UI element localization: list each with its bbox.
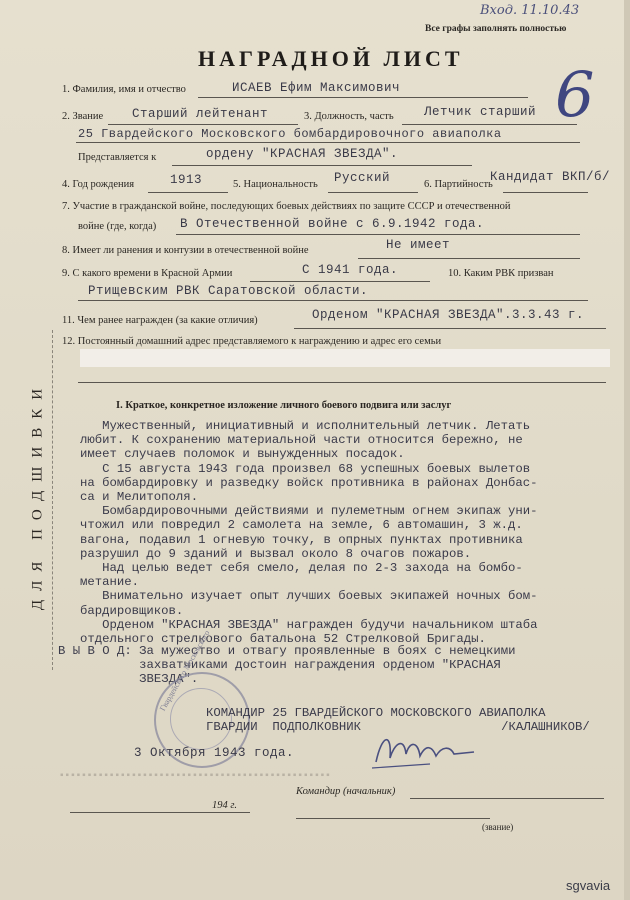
signature-date: 3 Октября 1943 года. [134, 746, 295, 760]
field-5-line [328, 192, 418, 193]
faded-print: ▪▪▪▪▪▪▪▪▪▪▪▪▪▪▪▪▪▪▪▪▪▪▪▪▪▪▪▪▪▪▪▪▪▪▪▪▪▪▪▪▪▪▪▪▪▪▪▪▪ [60, 770, 332, 781]
narrative-line: отдельного стрелкового батальона 52 Стрелковой Бригады. [80, 632, 486, 647]
header-note: Все графы заполнять полностью [425, 24, 567, 34]
signature-line: ГВАРДИИ ПОДПОЛКОВНИК /КАЛАШНИКОВ/ [206, 720, 590, 735]
narrative-line: Орденом "КРАСНАЯ ЗВЕЗДА" награжден будучи начальником штаба [80, 617, 538, 632]
date-stub-line [70, 812, 250, 813]
binding-line [52, 330, 53, 670]
rank-line [296, 818, 490, 819]
field-9-label: 9. С какого времени в Красной Армии [62, 268, 233, 279]
narrative-line: Внимательно изучает опыт лучших боевых экипажей ночных бом- [80, 589, 538, 604]
field-10-label: 10. Каким РВК призван [448, 268, 554, 279]
signature-line: КОМАНДИР 25 ГВАРДЕЙСКОГО МОСКОВСКОГО АВИАПОЛКА [206, 706, 546, 720]
field-1-label: 1. Фамилия, имя и отчество [62, 84, 186, 95]
field-9-line [250, 281, 430, 282]
field-12-line [78, 382, 606, 383]
field-8-line [358, 258, 580, 259]
field-5-label: 5. Национальность [233, 179, 318, 190]
field-11-line [294, 328, 606, 329]
narrative-line: С 15 августа 1943 года произвел 68 успешных боевых вылетов [80, 461, 531, 476]
narrative-line: чтожил или повредил 2 самолета на земле, 6 автомашин, 3 ж.д. [80, 518, 523, 533]
narrative-line: вагона, подавил 1 огневую точку, в опрных пунктах противника [80, 532, 523, 547]
conclusion-line: ЗВЕЗДА". [58, 672, 199, 687]
field-1-value: ИСАЕВ Ефим Максимович [232, 81, 401, 95]
field-11-value: Орденом "КРАСНАЯ ЗВЕЗДА".3.3.43 г. [312, 308, 585, 322]
field-6-value: Кандидат ВКП/б/ [490, 170, 611, 184]
narrative-line: разрушил до 9 зданий и вызвал около 8 очагов пожаров. [80, 546, 472, 561]
field-1-line [198, 97, 528, 98]
margin-label: ДЛЯ ПОДШИВКИ [29, 379, 46, 611]
field-3-label: 3. Должность, часть [304, 111, 394, 122]
commander-line [410, 798, 604, 799]
field-10-value: Ртищевским РВК Саратовской области. [88, 284, 369, 298]
field-12-label: 12. Постоянный домашний адрес представляемого к награждению и адрес его семьи [62, 336, 442, 347]
field-3-value: Летчик старший [424, 105, 537, 119]
page-title: НАГРАДНОЙ ЛИСТ [198, 46, 464, 71]
field-4-label: 4. Год рождения [62, 179, 135, 190]
presented-value: ордену "КРАСНАЯ ЗВЕЗДА". [206, 147, 399, 161]
narrative-line: любит. К сохранению материальной части относится бережно, не [80, 433, 523, 448]
redacted-address [80, 349, 610, 367]
section-heading: I. Краткое, конкретное изложение личного боевого подвига или заслуг [116, 400, 452, 411]
unit-line: 25 Гвардейского Московского бомбардировочного авиаполка [78, 127, 502, 141]
narrative-line: имеет случаев поломок и вынужденных посадок. [80, 447, 405, 462]
rank-label: (звание) [482, 822, 514, 832]
field-4-line [148, 192, 228, 193]
field-9-value: С 1941 года. [302, 263, 399, 277]
field-6-line [503, 192, 588, 193]
narrative-line: Бомбардировочными действиями и пулеметным огнем экипаж уни- [80, 504, 538, 519]
field-2-line [108, 124, 298, 125]
field-7-label-b: войне (где, когда) [78, 221, 157, 232]
presented-line [172, 165, 472, 166]
paper-edge [624, 0, 630, 900]
presented-label: Представляется к [78, 152, 157, 163]
watermark: sgvavia [566, 878, 611, 893]
narrative-line: са и Мелитополя. [80, 490, 199, 505]
field-8-value: Не имеет [386, 238, 451, 252]
field-4-value: 1913 [170, 173, 203, 187]
field-8-label: 8. Имеет ли ранения и контузии в отечественной войне [62, 245, 309, 256]
narrative-line: на бомбардировку и разведку войск противника в районах Донбас- [80, 475, 538, 490]
handwritten-signature [370, 724, 480, 772]
field-6-label: 6. Партийность [424, 179, 493, 190]
narrative-line: бардировщиков. [80, 603, 184, 618]
unit-underline [76, 142, 580, 143]
handwritten-note: Вход. 11.10.43 [480, 3, 580, 18]
narrative-line: Над целью ведет себя смело, делая по 2-3 захода на бомбо- [80, 561, 523, 576]
narrative-line: Мужественный, инициативный и исполнительный летчик. Летать [80, 419, 531, 433]
field-2-label: 2. Звание [62, 111, 104, 122]
handwritten-number: 6 [555, 58, 595, 131]
field-7-value: В Отечественной войне с 6.9.1942 года. [180, 217, 485, 231]
year-stub: 194 г. [212, 800, 237, 811]
commander-label: Командир (начальник) [296, 786, 396, 797]
award-narrative [80, 419, 620, 646]
conclusion-line: захватчиками достоин награждения орденом "КРАСНАЯ [58, 658, 501, 673]
field-7-label-a: 7. Участие в гражданской войне, последующих боевых действиях по защите СССР и отечественной [62, 201, 511, 212]
field-5-value: Русский [334, 171, 391, 185]
narrative-line: метание. [80, 575, 140, 590]
field-2-value: Старший лейтенант [132, 107, 269, 121]
field-7-line [176, 234, 580, 235]
conclusion [58, 644, 598, 687]
conclusion-line: В Ы В О Д: За мужество и отвагу проявленные в боях с немецкими [58, 644, 516, 658]
field-11-label: 11. Чем ранее награжден (за какие отличия) [62, 315, 258, 326]
seal-text: Гвардейского Московского [158, 628, 212, 713]
field-3-line [402, 124, 577, 125]
field-10-line [78, 300, 588, 301]
